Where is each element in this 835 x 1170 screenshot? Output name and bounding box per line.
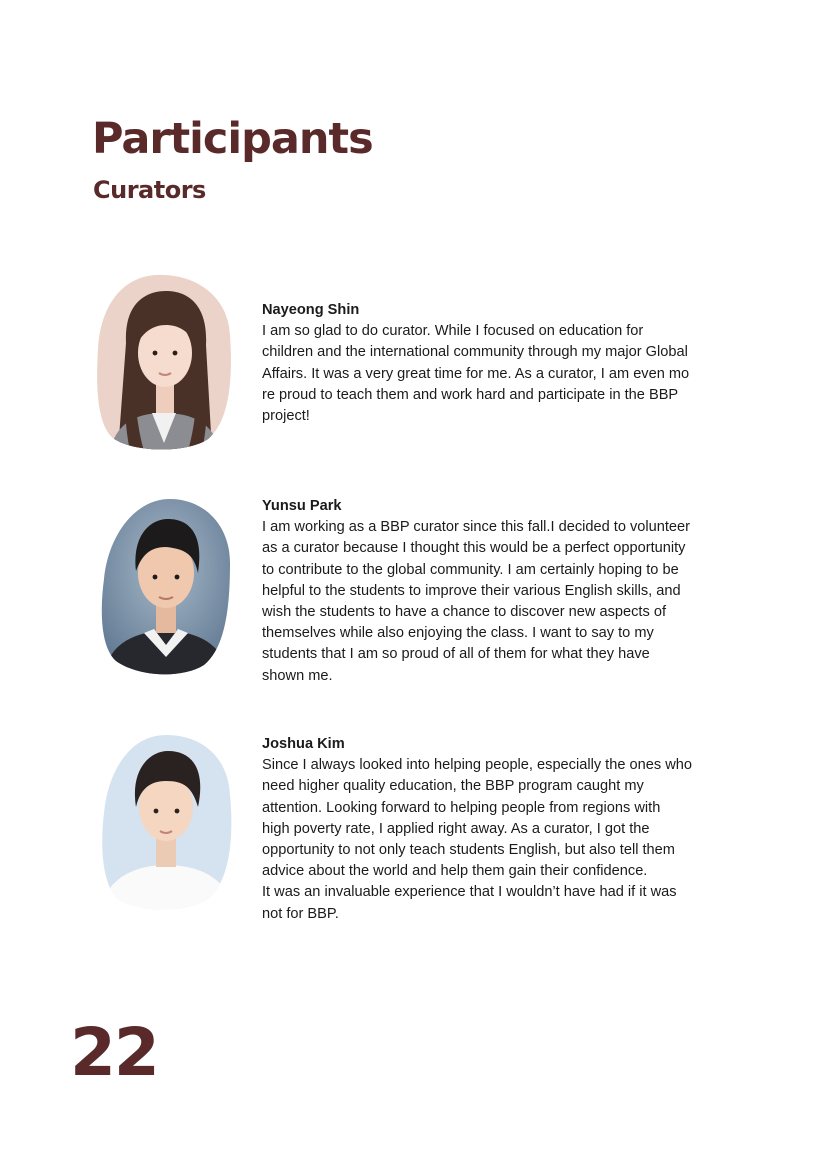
participant-bio: I am so glad to do curator. While I focused on education for children and the international community through my major Global Affairs. It was a very great time for me. As a curator, I am even mo re proud to teach them and work hard and participate in the BBP project! — [262, 323, 690, 425]
participant-name: Yunsu Park — [262, 498, 342, 514]
participant-bio: I am working as a BBP curator since this fall.I decided to volunteer as a curator because I thought this would be a perfect opportunity to contribute to the global community. I am certainly hoping to be helpful to the students to improve their various English skills, and wish the students to have a chance to discover new aspects of themselves while also enjoying the class. I want to say to my students that I am so proud of all of them for what they have shown me. — [262, 519, 691, 684]
participant-card-nayeong-shin — [262, 300, 762, 427]
participant-card-joshua-kim — [262, 734, 762, 925]
page-title: Participants — [92, 114, 373, 164]
participant-bio: Since I always looked into helping people, especially the ones who need higher quality education, the BBP program caught my attention. Looking forward to helping people from regions with high poverty rate, I applied right away. As a curator, I got the opportunity to not only teach students English, but also tell them advice about the world and help them gain their confidence. It was an invaluable experience that I wouldn’t have had if it was not for BBP. — [262, 757, 692, 922]
portrait-photo-nayeong-shin — [96, 273, 232, 451]
portrait-photo-joshua-kim — [100, 733, 234, 911]
section-title: Curators — [93, 176, 206, 204]
participant-name: Nayeong Shin — [262, 302, 360, 318]
page-number: 22 — [70, 1014, 158, 1091]
portrait-photo-yunsu-park — [100, 497, 232, 675]
participant-name: Joshua Kim — [262, 736, 345, 752]
participant-card-yunsu-park — [262, 496, 762, 687]
